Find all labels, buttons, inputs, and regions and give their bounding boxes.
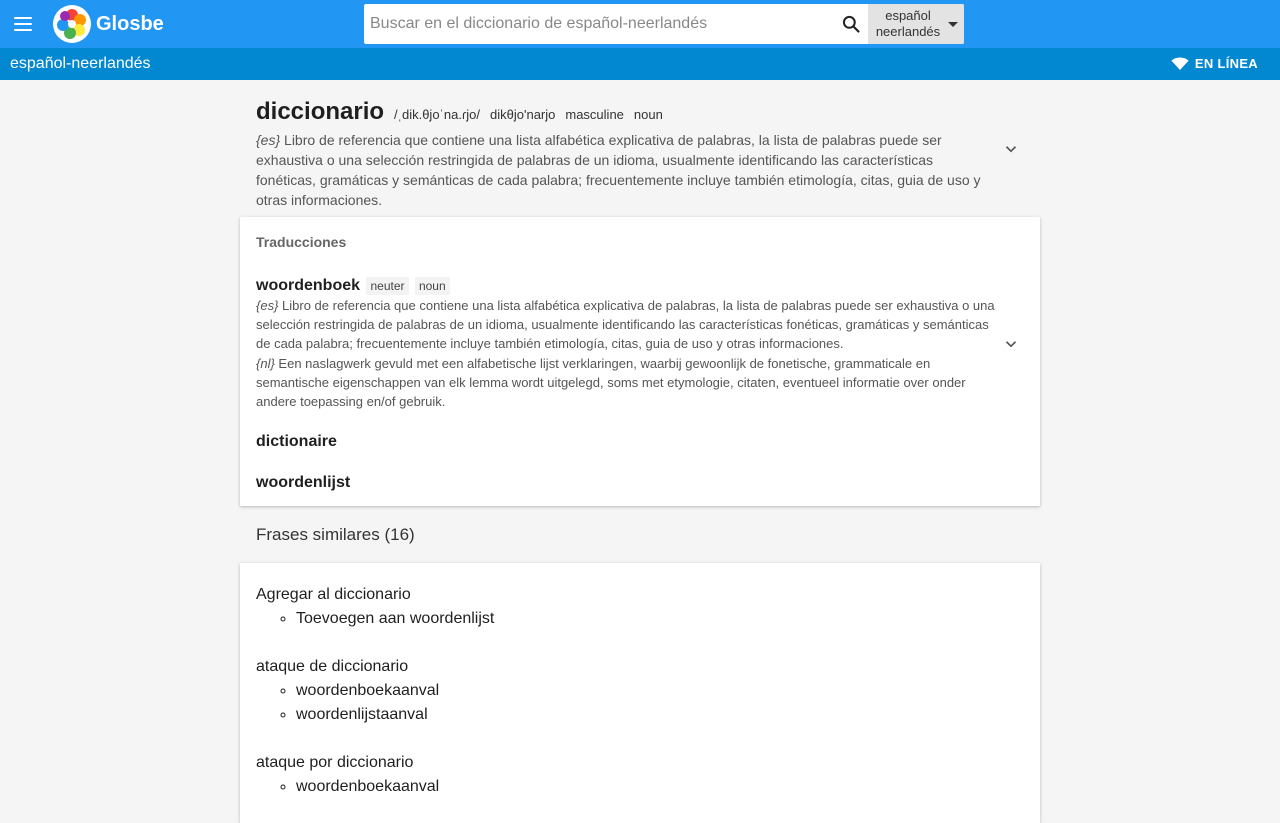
definition-text: Een naslagwerk gevuld met een alfabetische lijst verklaringen, waarbij gewoonlijk de fonetische, grammaticale en semantische eigenschappen van elk lemma wordt uitgelegd, soms met etymologie, citaten, eventueel informatie over onder andere toepassing en/of gebruik. — [256, 356, 966, 409]
definition-lang-code: {nl} — [256, 356, 275, 371]
pos-tag: noun — [415, 277, 450, 295]
menu-icon[interactable] — [14, 14, 34, 34]
target-language: neerlandés — [875, 24, 941, 39]
definition-lang-code: {es} — [256, 132, 281, 148]
phrase-source[interactable]: ataque por diccionario — [256, 754, 414, 771]
phrase-source[interactable]: Agregar al diccionario — [256, 586, 411, 603]
wifi-icon — [1171, 57, 1189, 71]
phrase-translation[interactable]: ◦ woordenboekaanval — [296, 775, 1024, 799]
dropdown-caret-icon — [948, 22, 958, 27]
similar-phrases-card — [240, 563, 1040, 823]
translations-label: Traducciones — [256, 234, 347, 250]
phrase-source[interactable]: ataque de diccionario — [256, 658, 409, 675]
search-icon — [841, 14, 861, 34]
dictionary-pair-title: español-neerlandés — [10, 55, 151, 72]
definition-text: Libro de referencia que contiene una lista alfabética explicativa de palabras, la lista de palabras puede ser exhaustiva o una selección restringida de palabras de un idioma, usualmente identificando las características fonéticas, gramáticas y semánticas de cada palabra; frecuentemente incluye también etimología, citas, guia de uso y otras informaciones. — [256, 298, 995, 351]
sub-bar — [0, 48, 1280, 80]
search-box — [364, 4, 964, 44]
phrase-item — [256, 655, 1024, 727]
translation-word[interactable]: dictionaire — [256, 433, 337, 450]
language-pair-select[interactable] — [868, 4, 964, 44]
gender-tag: masculine — [565, 107, 624, 122]
search-button[interactable] — [834, 4, 868, 44]
phrase-item — [256, 583, 1024, 631]
expand-chevron-icon[interactable] — [1002, 335, 1020, 353]
phrase-item — [256, 751, 1024, 799]
gender-tag: neuter — [366, 277, 408, 295]
definition-lang-code: {es} — [256, 298, 279, 313]
expand-chevron-icon[interactable] — [1002, 140, 1020, 158]
translation-definition-nl — [256, 354, 996, 411]
source-language: español — [885, 8, 931, 23]
online-status — [1171, 56, 1258, 71]
entry-definition — [256, 130, 984, 210]
translation-item — [256, 277, 996, 411]
translation-definition-es — [256, 296, 996, 353]
translation-word[interactable]: woordenboek — [256, 277, 361, 294]
pos-tag: noun — [633, 107, 663, 122]
translation-word[interactable]: woordenlijst — [256, 474, 351, 491]
similar-phrases-title: Frases similares (16) — [256, 525, 415, 544]
glosbe-logo-icon[interactable] — [53, 5, 91, 43]
online-status-label: EN LÍNEA — [1194, 56, 1258, 71]
brand-name[interactable]: Glosbe — [96, 13, 164, 35]
dictionary-entry — [240, 80, 1040, 217]
definition-text: Libro de referencia que contiene una lista alfabética explicativa de palabras, la lista de palabras puede ser exhaustiva o una selección restringida de palabras de un idioma, usualmente identificando las características fonéticas, gramáticas y semánticas de cada palabra; frecuentemente incluye también etimología, citas, guia de uso y otras informaciones. — [256, 132, 981, 208]
phrase-translation[interactable]: ◦ woordenboekaanval — [296, 679, 1024, 703]
search-input[interactable] — [364, 4, 834, 44]
phrase-translation[interactable]: ◦ woordenlijstaanval — [296, 703, 1024, 727]
headword: diccionario — [256, 98, 385, 125]
pronunciation: /ˌdik.θjoˈna.ɾjo/ — [394, 107, 481, 122]
alt-pronunciation: dikθjo'narjo — [490, 107, 556, 122]
phrase-translation[interactable]: ◦ Toevoegen aan woordenlijst — [296, 607, 1024, 631]
top-bar — [0, 0, 1280, 48]
main-content — [240, 80, 1040, 795]
translations-card — [240, 217, 1040, 506]
